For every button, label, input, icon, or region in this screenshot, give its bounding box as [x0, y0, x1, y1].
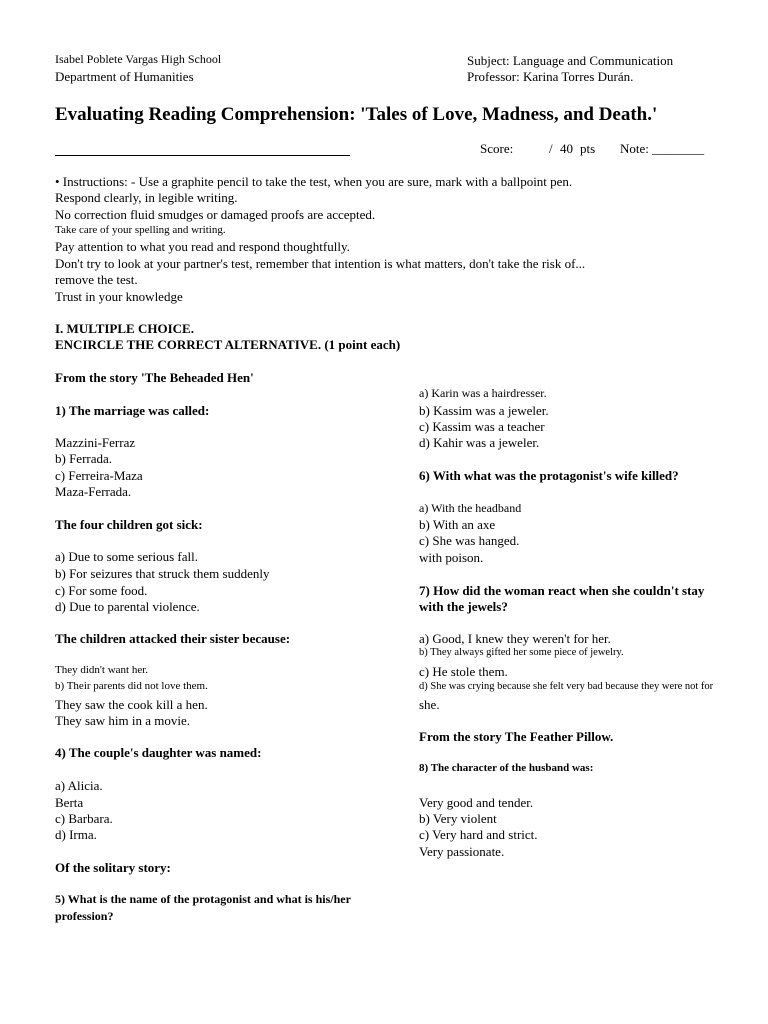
question-6: 6) With what was the protagonist's wife killed? — [419, 468, 679, 483]
option[interactable]: Mazzini-Ferraz — [55, 435, 136, 450]
story-heading: From the story 'The Beheaded Hen' — [55, 370, 254, 385]
department-name: Department of Humanities — [55, 69, 194, 84]
option[interactable]: c) He stole them. — [419, 664, 508, 679]
question-5: 5) What is the name of the protagonist and what is his/her — [55, 892, 351, 906]
option[interactable]: b) For seizures that struck them suddenly — [55, 566, 270, 581]
question-5-continued: profession? — [55, 909, 114, 923]
option[interactable]: b) With an axe — [419, 517, 496, 532]
option[interactable]: Maza-Ferrada. — [55, 484, 132, 499]
option[interactable]: d) She was crying because she felt very bad because they were not for — [419, 681, 714, 692]
score-label: Score: — [480, 141, 514, 156]
instruction-line: No correction fluid smudges or damaged proofs are accepted. — [55, 207, 376, 222]
question-4: 4) The couple's daughter was named: — [55, 745, 262, 760]
story-heading: From the story The Feather Pillow. — [419, 729, 614, 744]
instruction-line: remove the test. — [55, 272, 138, 287]
instruction-line: Respond clearly, in legible writing. — [55, 190, 238, 205]
option[interactable]: a) Alicia. — [55, 778, 103, 793]
instruction-line: Trust in your knowledge — [55, 289, 183, 304]
document-title: Evaluating Reading Comprehension: 'Tales of Love, Madness, and Death.' — [55, 104, 658, 125]
option[interactable]: with poison. — [419, 550, 484, 565]
option[interactable]: They saw the cook kill a hen. — [55, 697, 208, 712]
question-2: The four children got sick: — [55, 517, 203, 532]
instruction-line: Take care of your spelling and writing. — [55, 224, 226, 236]
option[interactable]: c) For some food. — [55, 583, 148, 598]
score-total: 40 — [560, 141, 573, 156]
option-continued[interactable]: she. — [419, 697, 440, 712]
instruction-line: Don't try to look at your partner's test, remember that intention is what matters, don't take the risk of... — [55, 256, 586, 271]
score-slash: / — [549, 141, 553, 156]
option[interactable]: b) They always gifted her some piece of jewelry. — [419, 647, 624, 658]
option[interactable]: a) Good, I knew they weren't for her. — [419, 631, 611, 646]
option[interactable]: d) Irma. — [55, 827, 97, 842]
story-heading: Of the solitary story: — [55, 860, 171, 875]
question-8: 8) The character of the husband was: — [419, 762, 594, 774]
question-7-continued: with the jewels? — [419, 599, 508, 614]
option[interactable]: b) Very violent — [419, 811, 497, 826]
instruction-line: • Instructions: - Use a graphite pencil to take the test, when you are sure, mark with a ballpoint pen. — [55, 174, 573, 189]
option[interactable]: a) Karin was a hairdresser. — [419, 386, 547, 400]
option[interactable]: a) With the headband — [419, 501, 522, 515]
option[interactable]: b) Their parents did not love them. — [55, 680, 208, 692]
option[interactable]: b) Kassim was a jeweler. — [419, 403, 549, 418]
note-label: Note: ________ — [620, 141, 705, 156]
question-1: 1) The marriage was called: — [55, 403, 210, 418]
option[interactable]: c) Very hard and strict. — [419, 827, 538, 842]
option[interactable]: Very good and tender. — [419, 795, 534, 810]
section-subheading: ENCIRCLE THE CORRECT ALTERNATIVE. (1 point each) — [55, 337, 401, 352]
option[interactable]: d) Due to parental violence. — [55, 599, 200, 614]
subject-label: Subject: Language and Communication — [467, 53, 674, 68]
option[interactable]: c) Barbara. — [55, 811, 113, 826]
option[interactable]: b) Ferrada. — [55, 451, 113, 466]
option[interactable]: They didn't want her. — [55, 664, 149, 676]
option[interactable]: Very passionate. — [419, 844, 505, 859]
school-name: Isabel Poblete Vargas High School — [55, 52, 222, 66]
name-line[interactable] — [55, 155, 350, 156]
option[interactable]: Berta — [55, 795, 84, 810]
question-3: The children attacked their sister because: — [55, 631, 291, 646]
option[interactable]: They saw him in a movie. — [55, 713, 191, 728]
instruction-line: Pay attention to what you read and respond thoughtfully. — [55, 239, 350, 254]
option[interactable]: d) Kahir was a jeweler. — [419, 435, 540, 450]
score-units: pts — [580, 141, 596, 156]
question-7: 7) How did the woman react when she couldn't stay — [419, 583, 705, 598]
section-heading: I. MULTIPLE CHOICE. — [55, 321, 194, 336]
option[interactable]: c) Kassim was a teacher — [419, 419, 545, 434]
option[interactable]: a) Due to some serious fall. — [55, 549, 198, 564]
option[interactable]: c) She was hanged. — [419, 533, 520, 548]
option[interactable]: c) Ferreira-Maza — [55, 468, 143, 483]
professor-label: Professor: Karina Torres Durán. — [467, 69, 634, 84]
